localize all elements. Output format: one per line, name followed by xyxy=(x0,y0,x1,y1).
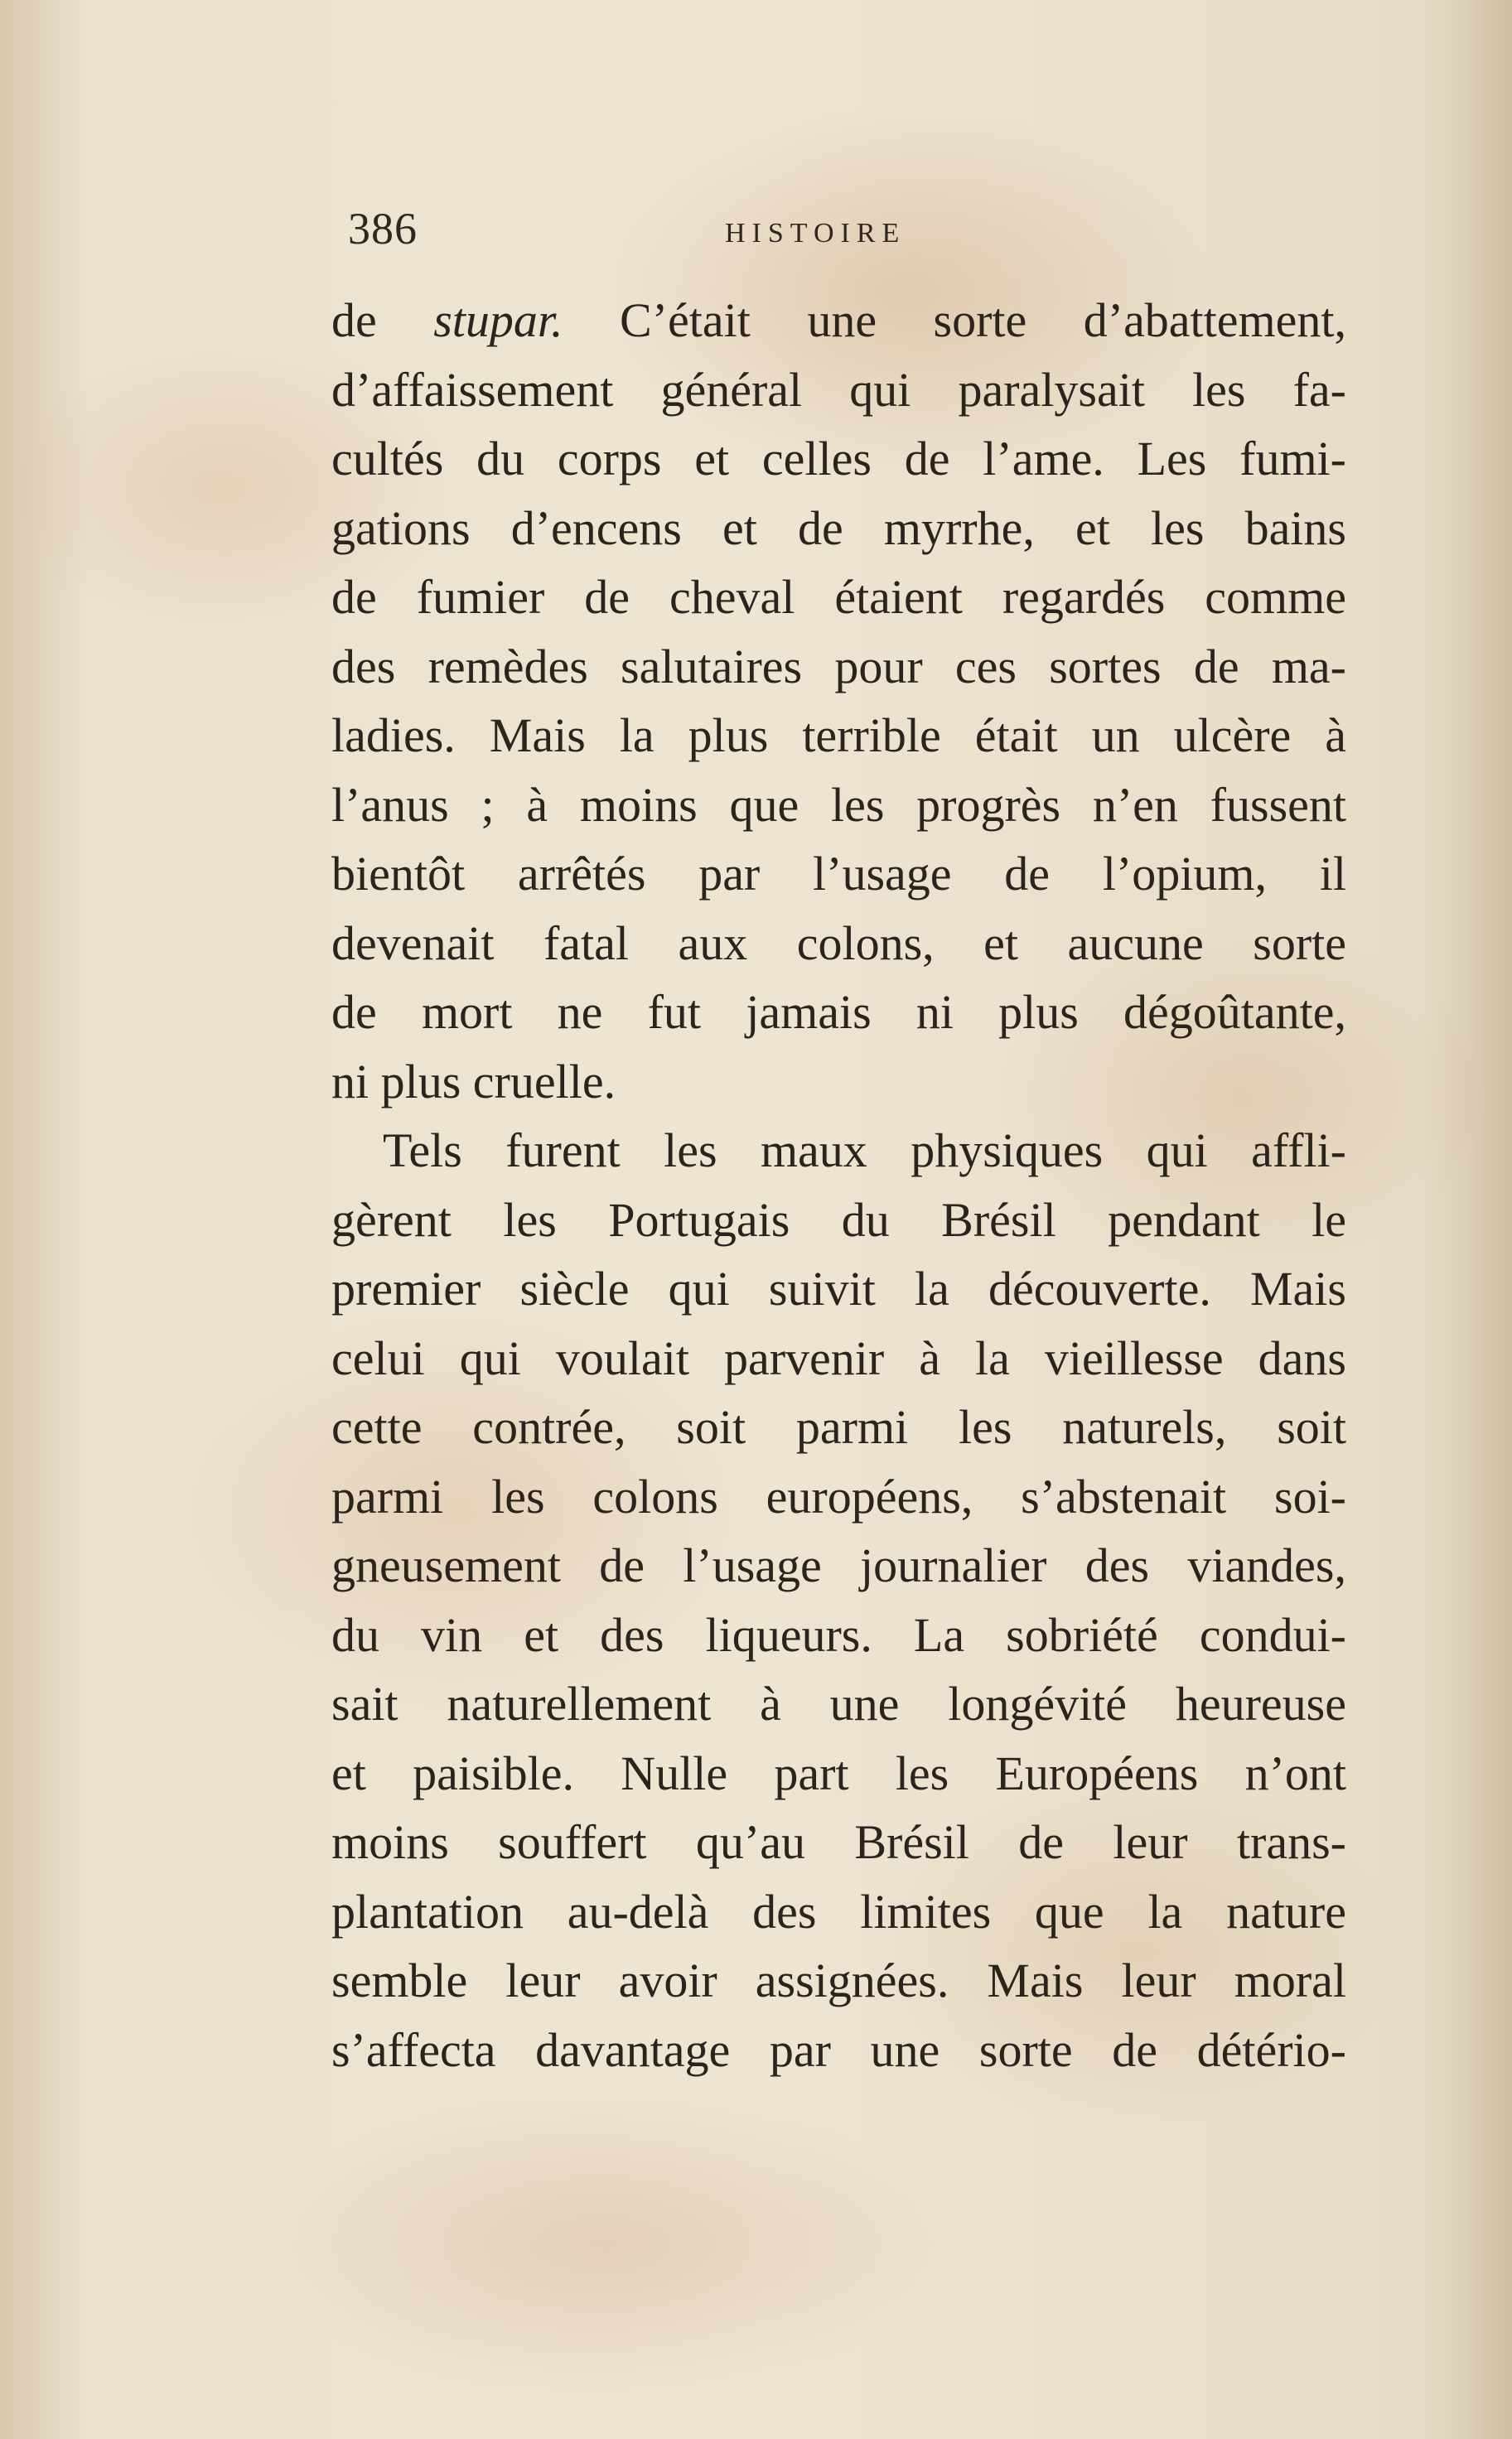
body-text xyxy=(331,286,1346,2084)
text-line: de fumier de cheval étaient regardés comme xyxy=(331,570,1346,624)
text-line: sait naturellement à une longévité heureuse xyxy=(331,1677,1346,1731)
text-line: l’anus ; à moins que les progrès n’en fussent xyxy=(331,777,1346,832)
running-head: HISTOIRE xyxy=(725,218,906,249)
text-line: bientôt arrêtés par l’usage de l’opium, il xyxy=(331,847,1346,901)
text-line: semble leur avoir assignées. Mais leur moral xyxy=(331,1954,1346,2007)
text-line: ladies. Mais la plus terrible était un ulcère à xyxy=(331,708,1346,762)
text-line: de mort ne fut jamais ni plus dégoûtante, xyxy=(331,985,1346,1039)
text-line: gèrent les Portugais du Brésil pendant le xyxy=(331,1192,1346,1247)
page-number: 386 xyxy=(348,204,418,254)
text-line: d’affaissement général qui paralysait les fa- xyxy=(331,362,1346,417)
text-line: et paisible. Nulle part les Européens n’ont xyxy=(331,1746,1346,1800)
page-header xyxy=(348,203,1342,261)
text-line: devenait fatal aux colons, et aucune sorte xyxy=(331,915,1346,970)
text-line: moins souffert qu’au Brésil de leur trans- xyxy=(331,1815,1346,1869)
paragraph-start-line: Tels furent les maux physiques qui affli- xyxy=(383,1123,1346,1177)
text-line: celui qui voulait parvenir à la vieillesse dans xyxy=(331,1331,1346,1385)
text-line: gneusement de l’usage journalier des viandes, xyxy=(331,1538,1346,1592)
text-line: parmi les colons européens, s’abstenait soi- xyxy=(331,1469,1346,1524)
italic-word: stupar. xyxy=(433,293,563,347)
text-line: cultés du corps et celles de l’ame. Les fumi- xyxy=(331,432,1346,485)
text-line: s’affecta davantage par une sorte de détério- xyxy=(331,2022,1346,2077)
text-line: des remèdes salutaires pour ces sortes de ma- xyxy=(331,639,1346,693)
text-line: premier siècle qui suivit la découverte. Mais xyxy=(331,1262,1346,1316)
text-line: du vin et des liqueurs. La sobriété condui- xyxy=(331,1607,1346,1662)
text-line: plantation au-delà des limites que la nature xyxy=(331,1884,1346,1939)
text-line: cette contrée, soit parmi les naturels, soit xyxy=(331,1400,1346,1454)
text-line: gations d’encens et de myrrhe, et les bains xyxy=(331,500,1346,555)
paragraph-end-line: ni plus cruelle. xyxy=(331,1054,616,1108)
text-line: de stupar. C’était une sorte d’abattement, xyxy=(331,293,1346,347)
